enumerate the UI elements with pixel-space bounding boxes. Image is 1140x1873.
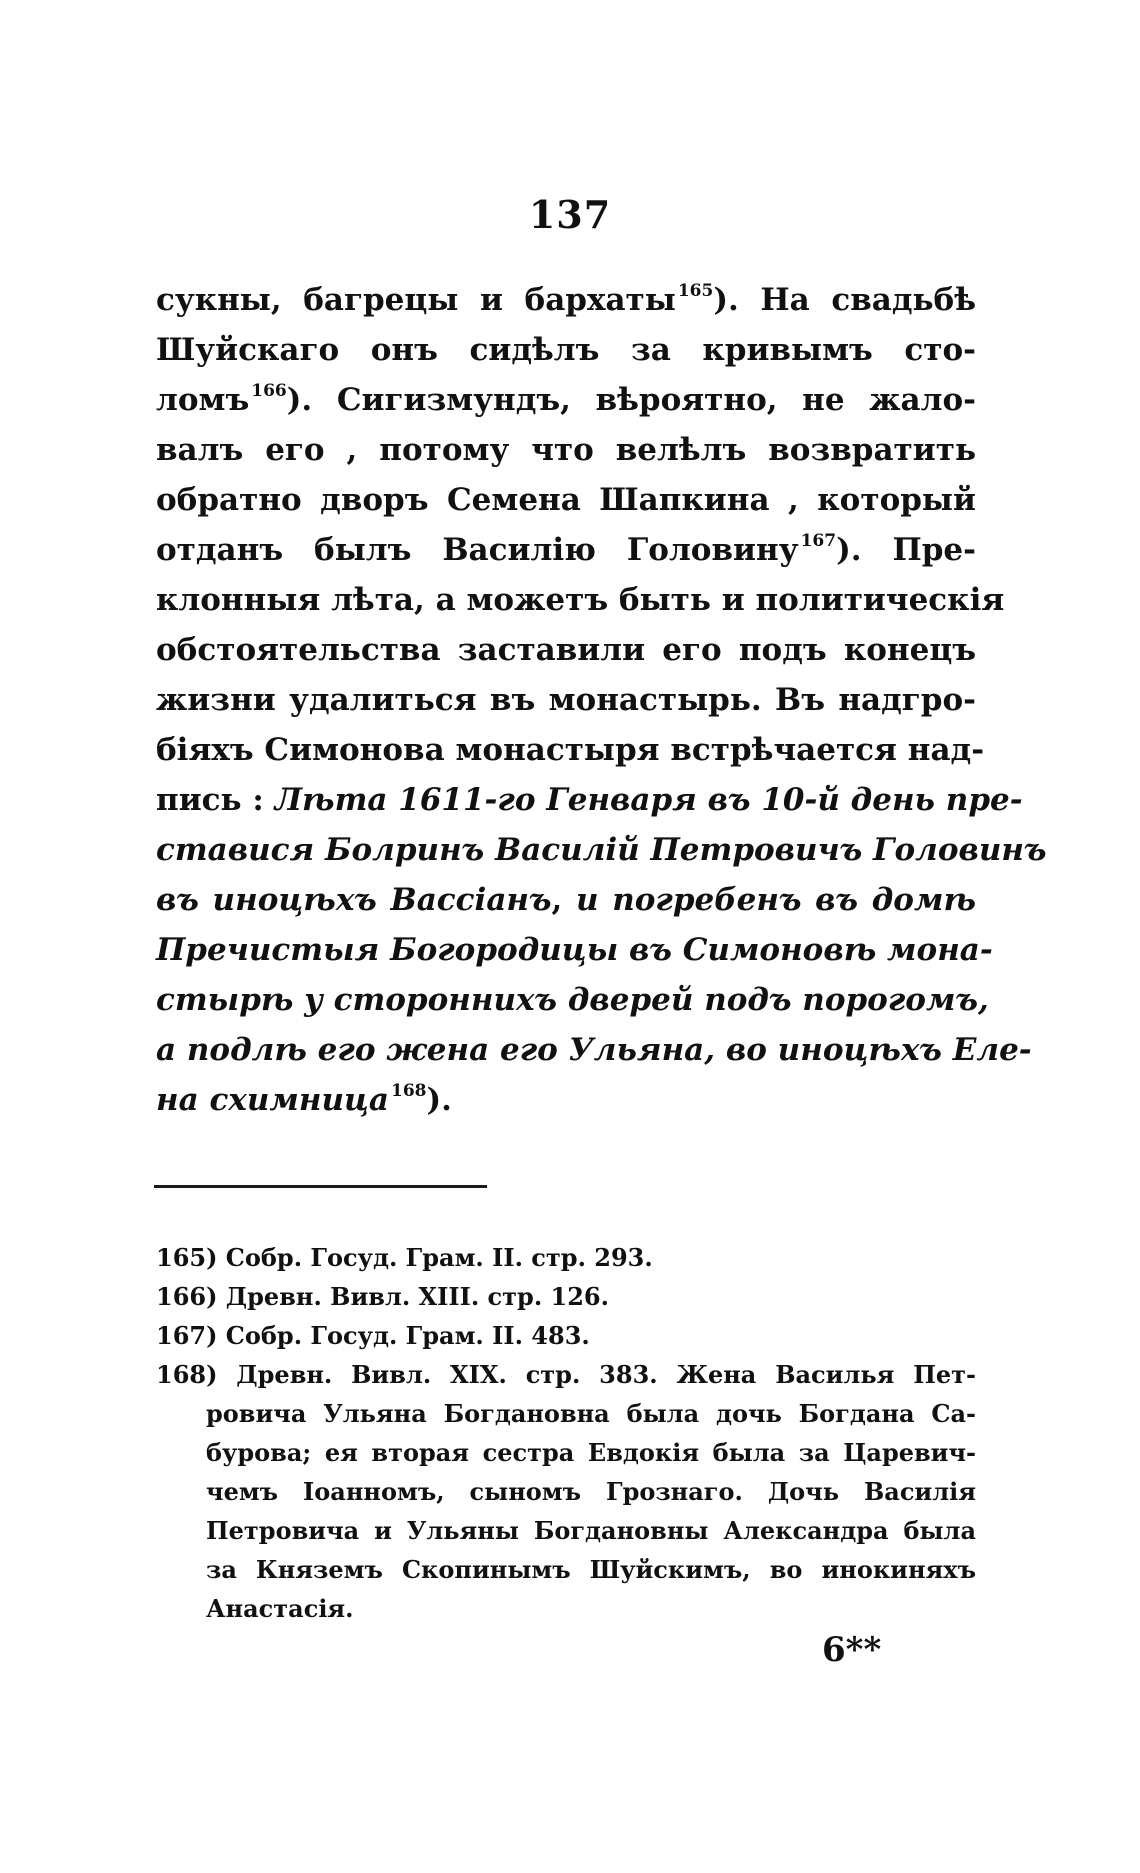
text-line <box>156 975 989 1025</box>
footnote-line: 168) Древн. Вивл. XIX. стр. 383. Жена Василья Пет- <box>156 1360 976 1389</box>
body-text: , <box>551 882 577 918</box>
body-text: ). Пре- <box>836 532 976 568</box>
quoted-inscription-text: Лѣта 1611-го Генваря въ 10-й день пре- <box>274 782 1023 818</box>
text-line <box>156 925 993 975</box>
body-text: жизни удалиться въ монастырь. Въ надгро- <box>156 682 976 718</box>
text-line <box>156 275 976 325</box>
text-line <box>156 875 976 925</box>
text-line <box>156 425 976 475</box>
footnote-line: за Княземъ Скопинымъ Шуйскимъ, во инокиняхъ <box>206 1555 976 1584</box>
footnote-line: 165) Собр. Госуд. Грам. II. стр. 293. <box>156 1243 653 1272</box>
footnote-reference: 165 <box>677 281 714 301</box>
body-text: ). На свадьбѣ <box>713 282 976 318</box>
quoted-inscription-text: и погребенъ въ домѣ <box>576 882 976 918</box>
footnote-line: 167) Собр. Госуд. Грам. II. 483. <box>156 1321 590 1350</box>
body-text: ). Сигизмундъ, вѣроятно, не жало- <box>286 382 976 418</box>
text-line <box>156 675 976 725</box>
footnote-line: бурова; ея вторая сестра Евдокія была за Царевич- <box>206 1438 976 1467</box>
main-text <box>156 275 1047 1125</box>
text-line <box>156 325 976 375</box>
footnote-reference: 166 <box>251 381 287 401</box>
printer-signature-mark: 6** <box>822 1630 882 1670</box>
text-line <box>156 1025 1032 1075</box>
footnote-separator-rule <box>154 1185 487 1188</box>
body-text: сукны, багрецы и бархаты <box>156 282 676 318</box>
footnote-line: Петровича и Ульяны Богдановны Александра была <box>206 1516 976 1545</box>
text-line <box>156 1075 976 1125</box>
body-text: біяхъ Симонова монастыря встрѣчается над- <box>156 732 985 768</box>
body-text: Шуйскаго онъ сидѣлъ за кривымъ сто- <box>156 332 976 368</box>
footnote <box>156 1238 976 1277</box>
body-text: валъ его , потому что велѣлъ возвратить <box>156 432 976 468</box>
body-text: отданъ былъ Василію Головину <box>156 532 799 568</box>
text-line <box>156 825 1047 875</box>
footnote-reference: 168 <box>390 1081 427 1101</box>
footnotes <box>156 1238 976 1628</box>
text-line <box>156 625 976 675</box>
quoted-inscription-text: Пречистыя Богородицы въ Симоновѣ мона- <box>156 932 993 968</box>
quoted-inscription-text: стырѣ у стороннихъ дверей подъ порогомъ, <box>156 982 989 1018</box>
quoted-inscription-text: въ иноцѣхъ Вассіанъ <box>156 882 552 918</box>
footnote <box>156 1355 976 1628</box>
footnote-line: Анастасія. <box>206 1594 354 1623</box>
body-text: ). <box>426 1082 452 1118</box>
footnote-reference: 167 <box>800 531 837 551</box>
text-line <box>156 475 976 525</box>
text-line <box>156 525 976 575</box>
quoted-inscription-text: на схимница <box>156 1082 389 1118</box>
footnote-line: 166) Древн. Вивл. XIII. стр. 126. <box>156 1282 609 1311</box>
text-line <box>156 575 1005 625</box>
text-line <box>156 375 976 425</box>
page-number: 137 <box>528 192 612 237</box>
body-text: ломъ <box>156 382 250 418</box>
footnote <box>156 1316 976 1355</box>
text-line <box>156 725 985 775</box>
footnote-line: ровича Ульяна Богдановна была дочь Богдана Са- <box>206 1399 976 1428</box>
footnote <box>156 1277 976 1316</box>
quoted-inscription-text: ставися Болринъ Василій Петровичъ Головинъ <box>156 832 1047 868</box>
body-text: клонныя лѣта, а можетъ быть и политическія <box>156 582 1005 618</box>
quoted-inscription-text: а подлѣ его жена его Ульяна, во иноцѣхъ Еле- <box>156 1032 1032 1068</box>
body-text: пись : <box>156 782 275 818</box>
footnote-line: чемъ Іоанномъ, сыномъ Грознаго. Дочь Василія <box>206 1477 976 1506</box>
body-text: обратно дворъ Семена Шапкина , который <box>156 482 976 518</box>
text-line <box>156 775 1023 825</box>
body-text: обстоятельства заставили его подъ конецъ <box>156 632 976 668</box>
